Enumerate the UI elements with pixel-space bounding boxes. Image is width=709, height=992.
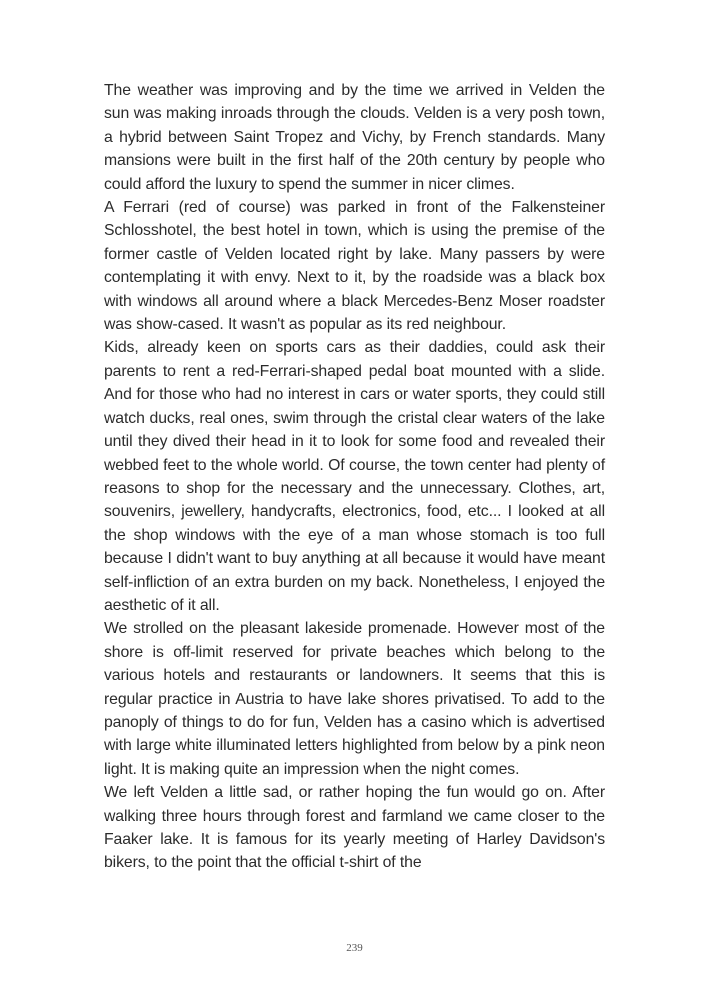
- paragraph-velden-weather: The weather was improving and by the time we arrived in Velden the sun was making inroads through the clouds. Velden is a very posh town, a hybrid between Saint Tropez and Vichy, by French standards. Many mansions were built in the first half of the 20th century by people who could afford the luxury to spend the summer in nicer climes.: [104, 82, 605, 193]
- paragraph-faaker-lake: We left Velden a little sad, or rather hoping the fun would go on. After walking three hours through forest and farmland we came closer to the Faaker lake. It is famous for its yearly meeting of Harley Davidson's bikers, to the point that the official t-shirt of the: [104, 784, 605, 872]
- body-text: [104, 79, 605, 875]
- paragraph-ferrari: A Ferrari (red of course) was parked in front of the Falkensteiner Schlosshotel, the best hotel in town, which is using the premise of the former castle of Velden located right by lake. Many passers by were contemplating it with envy. Next to it, by the roadside was a black box with windows all around where a black Mercedes-Benz Moser roadster was show-cased. It wasn't as popular as its red neighbour.: [104, 199, 605, 334]
- paragraph-promenade: We strolled on the pleasant lakeside promenade. However most of the shore is off-limit reserved for private beaches which belong to the various hotels and restaurants or landowners. It seems that this is regular practice in Austria to have lake shores privatised. To add to the panoply of things to do for fun, Velden has a casino which is advertised with large white illuminated letters highlighted from below by a pink neon light. It is making quite an impression when the night comes.: [104, 620, 605, 778]
- paragraph-kids-shopping: Kids, already keen on sports cars as their daddies, could ask their parents to rent a red-Ferrari-shaped pedal boat mounted with a slide. And for those who had no interest in cars or water sports, they could still watch ducks, real ones, swim through the cristal clear waters of the lake until they dived their head in it to look for some food and revealed their webbed feet to the whole world. Of course, the town center had plenty of reasons to shop for the necessary and the unnecessary. Clothes, art, souvenirs, jewellery, handycrafts, electronics, food, etc... I looked at all the shop windows with the eye of a man whose stomach is too full because I didn't want to buy anything at all because it would have meant self-infliction of an extra burden on my back. Nonetheless, I enjoyed the aesthetic of it all.: [104, 339, 605, 614]
- page-number: 239: [346, 942, 363, 954]
